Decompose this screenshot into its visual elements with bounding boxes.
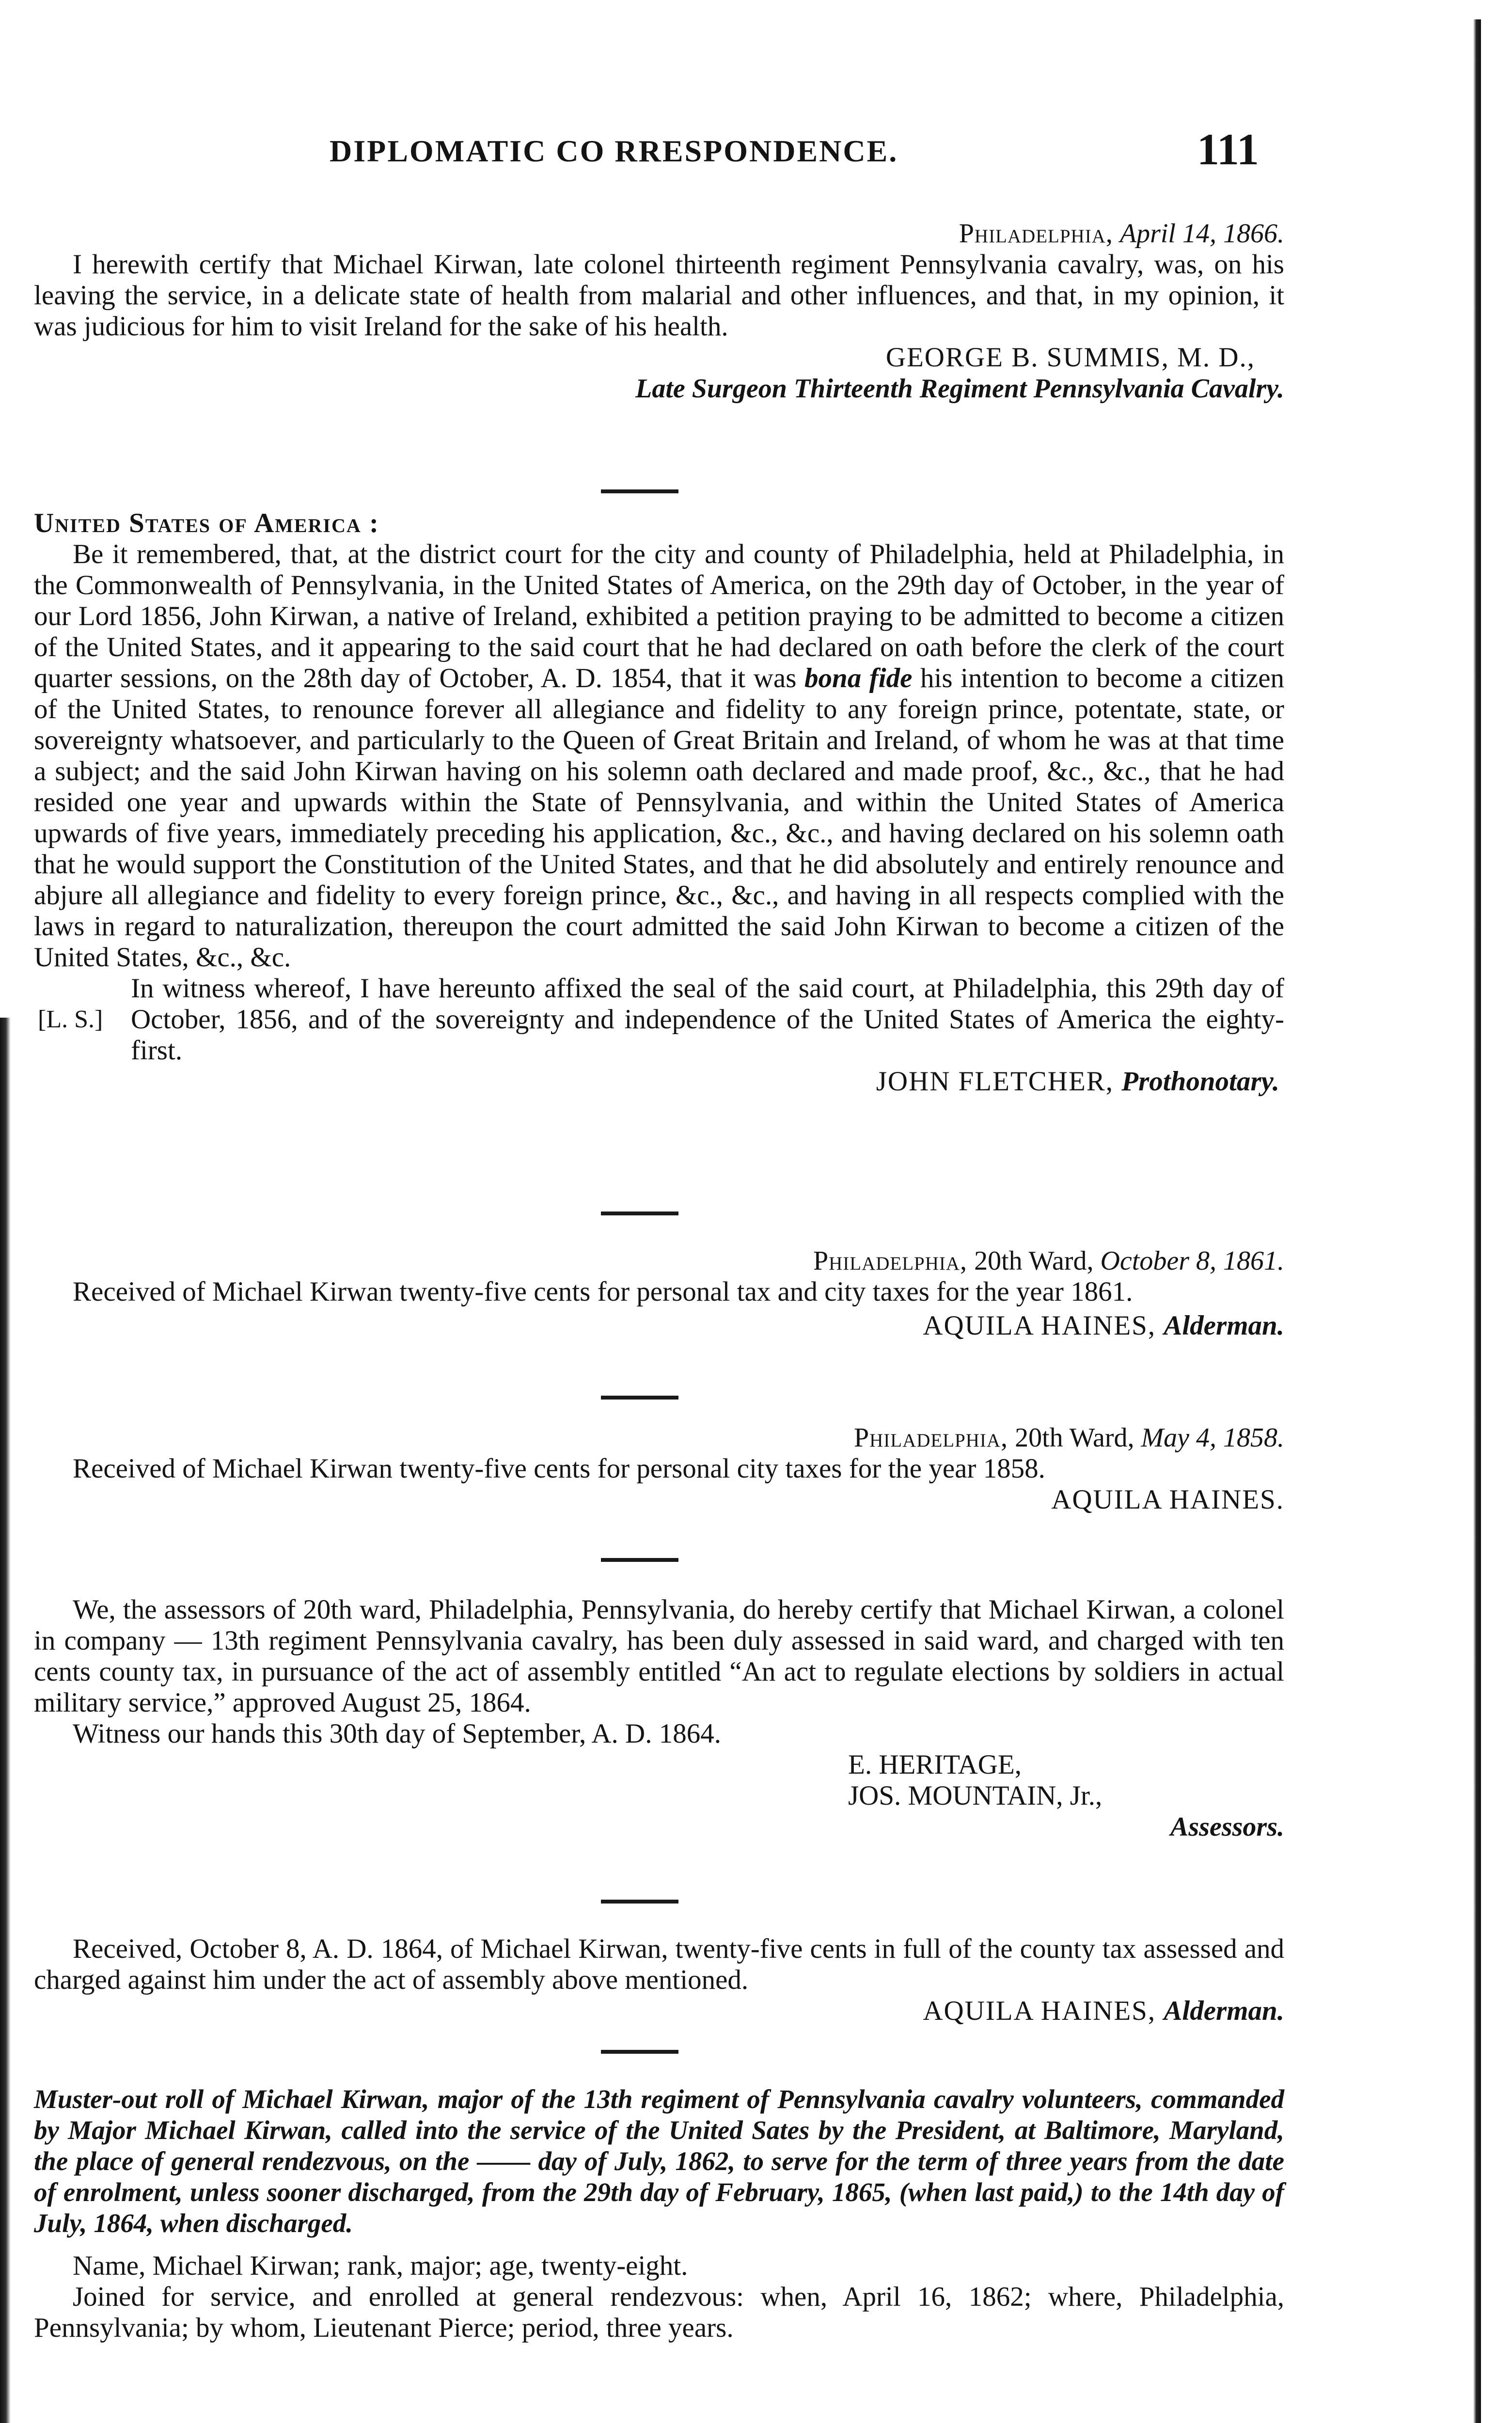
receipt1-signature-title: Alderman. [1164, 1310, 1284, 1341]
tax-receipt-1858 [34, 1422, 1284, 1515]
receipt1-place: Philadelphia, [813, 1246, 968, 1276]
receipt2-date: May 4, 1858. [1141, 1423, 1284, 1453]
assessors-witness: Witness our hands this 30th day of September, A. D. 1864. [73, 1718, 721, 1749]
naturalization-signature-title: Prothonotary. [1121, 1066, 1279, 1097]
muster-line-1: Name, Michael Kirwan; rank, major; age, twenty-eight. [73, 2250, 688, 2281]
muster-line-2: Joined for service, and enrolled at general rendezvous: when, April 16, 1862; where, Philadelphia, Pennsylvania; by whom, Lieutenant Pierce; period, three years. [34, 2281, 1284, 2343]
naturalization-certificate [34, 508, 1284, 1097]
receipt1-dateline [34, 1245, 1284, 1276]
section-rule [601, 2050, 678, 2054]
receipt3-signature: AQUILA HAINES, [923, 1996, 1156, 2026]
naturalization-bona-fide: bona fide [804, 663, 913, 693]
section-rule [601, 1212, 678, 1215]
section-rule [601, 1396, 678, 1400]
naturalization-witness-block [34, 973, 1284, 1066]
muster-out-roll [34, 2084, 1284, 2344]
naturalization-body-part2: his intention to become a citizen of the United States, to renounce forever all allegiance and fidelity to any foreign prince, potentate, state, or sovereignty whatsoever, and particularly to the Queen of Great Britain and Ireland, of whom he was at that time a subject; and the said John Kirwan having on his solemn oath declared and made proof, &c., &c., that he had resided one year and upwards within the State of Pennsylvania, and within the United States of America upwards of five years, immediately preceding his application, &c., &c., and having declared on his solemn oath that he would support the Constitution of the United States, and that he did absolutely and entirely renounce and abjure all allegiance and fidelity to every foreign prince, &c., &c., and having in all respects complied with the laws in regard to naturalization, thereupon the court admitted the said John Kirwan to become a citizen of the United States, &c., &c. [34, 663, 1284, 973]
receipt2-dateline [34, 1422, 1284, 1453]
assessors-signature-title: Assessors. [1170, 1812, 1284, 1842]
assessors-body: We, the assessors of 20th ward, Philadelphia, Pennsylvania, do hereby certify that Michael Kirwan, a colonel in company — 13th regiment Pennsylvania cavalry, has been duly assessed in said ward, and charged with ten cents county tax, in pursuance of the act of assembly entitled “An act to regulate elections by soldiers in actual military service,” approved August 25, 1864. [34, 1594, 1284, 1718]
letter1-signature-title: Late Surgeon Thirteenth Regiment Pennsylvania Cavalry. [635, 374, 1284, 404]
receipt2-signature: AQUILA HAINES. [1051, 1484, 1284, 1515]
receipt3-signature-title: Alderman. [1164, 1996, 1284, 2026]
assessor-signature-2: JOS. MOUNTAIN, Jr., [848, 1780, 1102, 1811]
receipt2-place: Philadelphia, [853, 1423, 1008, 1453]
naturalization-heading: United States of America : [34, 508, 380, 538]
receipt1-signature-line [34, 1310, 1284, 1341]
assessors-certificate [34, 1594, 1284, 1842]
naturalization-body [34, 539, 1284, 973]
surgeon-certificate [34, 218, 1284, 404]
letter1-signature: GEORGE B. SUMMIS, M. D., [885, 342, 1255, 373]
page-number: 111 [1197, 125, 1259, 174]
letter1-place: Philadelphia, [959, 219, 1113, 249]
tax-receipt-1861 [34, 1245, 1284, 1341]
receipt1-date: October 8, 1861. [1100, 1246, 1284, 1276]
muster-heading: Muster-out roll of Michael Kirwan, major of the 13th regiment of Pennsylvania cavalry volunteers, commanded by Major Michael Kirwan, called into the service of the United Sates by the President, at Baltimore, Maryland, the place of general rendezvous, on the —— day of July, 1862, to serve for the term of three years from the date of enrolment, unless sooner discharged, from the 29th day of February, 1865, (when last paid,) to the 14th day of July, 1864, when discharged. [34, 2084, 1284, 2238]
letter1-dateline [34, 218, 1284, 249]
receipt2-ward: 20th Ward, [1015, 1423, 1134, 1453]
page-binding-shadow-right [1473, 19, 1481, 2423]
letter1-date: April 14, 1866. [1119, 219, 1284, 249]
seal-mark: [L. S.] [38, 1006, 103, 1033]
receipt1-ward: 20th Ward, [974, 1246, 1094, 1276]
section-rule [601, 1558, 678, 1562]
naturalization-body-part1: Be it remembered, that, at the district court for the city and county of Philadelphia, held at Philadelphia, in the Commonwealth of Pennsylvania, in the United States of America, on the 29th day of October, in the year of our Lord 1856, John Kirwan, a native of Ireland, exhibited a petition praying to be admitted to become a citizen of the United States, and it appearing to the said court that he had declared on oath before the clerk of the court quarter sessions, on the 28th day of October, A. D. 1854, that it was [34, 539, 1284, 693]
naturalization-signature-line [34, 1066, 1284, 1097]
receipt3-signature-line [34, 1996, 1284, 2027]
receipt3-body: Received, October 8, A. D. 1864, of Michael Kirwan, twenty-five cents in full of the county tax assessed and charged against him under the act of assembly above mentioned. [34, 1934, 1284, 1995]
receipt1-body: Received of Michael Kirwan twenty-five cents for personal tax and city taxes for the year 1861. [73, 1276, 1133, 1307]
tax-receipt-1864 [34, 1934, 1284, 2027]
receipt2-body: Received of Michael Kirwan twenty-five cents for personal city taxes for the year 1858. [73, 1453, 1045, 1484]
assessor-signature-1: E. HERITAGE, [848, 1749, 1022, 1780]
naturalization-witness: In witness whereof, I have hereunto affixed the seal of the said court, at Philadelphia, this 29th day of October, 1856, and of the sovereignty and independence of the United States of America the eighty-first. [131, 973, 1284, 1066]
letter1-body: I herewith certify that Michael Kirwan, late colonel thirteenth regiment Pennsylvania cavalry, was, on his leaving the service, in a delicate state of health from malarial and other influences, and that, in my opinion, it was judicious for him to visit Ireland for the sake of his health. [34, 249, 1284, 342]
running-head-title: DIPLOMATIC CO RRESPONDENCE. [330, 134, 898, 168]
section-rule [601, 1900, 678, 1904]
section-rule [601, 489, 678, 493]
running-head [0, 124, 1512, 182]
receipt1-signature: AQUILA HAINES, [923, 1310, 1156, 1341]
naturalization-signature: JOHN FLETCHER, [876, 1066, 1114, 1097]
page-binding-shadow-left [0, 1018, 11, 2423]
